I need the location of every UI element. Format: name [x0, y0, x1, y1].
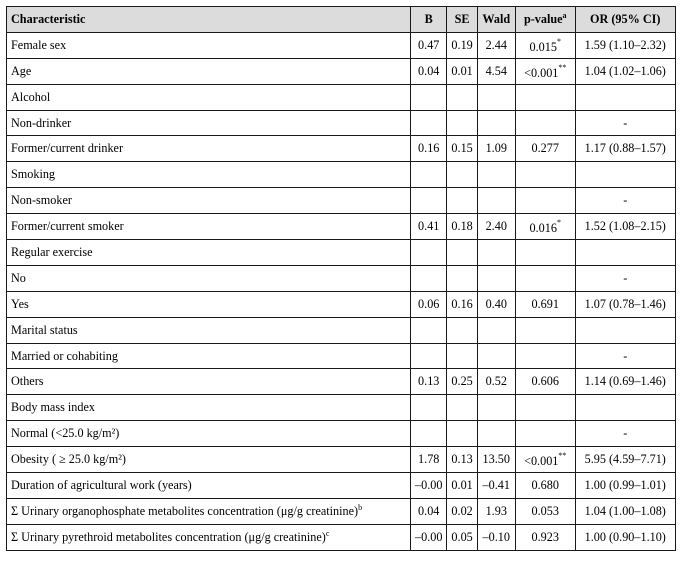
characteristic-label: Regular exercise [11, 244, 93, 259]
cell-or: 1.14 (0.69–1.46) [575, 369, 675, 395]
cell-p-value [515, 188, 575, 214]
cell-p-value [515, 84, 575, 110]
table-header-row [7, 7, 676, 33]
cell-characteristic [7, 291, 411, 317]
table-row [7, 395, 676, 421]
cell-b [411, 84, 447, 110]
cell-characteristic [7, 447, 411, 473]
table-row [7, 32, 676, 58]
cell-or [575, 317, 675, 343]
cell-se [447, 188, 477, 214]
cell-se [447, 110, 477, 136]
cell-se: 0.13 [447, 447, 477, 473]
characteristic-label: Female sex [11, 37, 67, 52]
cell-or: 1.59 (1.10–2.32) [575, 32, 675, 58]
significance-marker: ** [558, 62, 567, 72]
table-row [7, 421, 676, 447]
cell-or: - [575, 188, 675, 214]
cell-se [447, 240, 477, 266]
header-wald: Wald [477, 7, 515, 33]
cell-characteristic [7, 473, 411, 499]
header-p-value-label: p-value [523, 11, 563, 26]
characteristic-label: Smoking [11, 167, 56, 182]
cell-p-value [515, 343, 575, 369]
cell-or: 5.95 (4.59–7.71) [575, 447, 675, 473]
cell-characteristic [7, 265, 411, 291]
characteristic-label: Σ Urinary organophosphate metabolites concentration (μg/g creatinine) [11, 503, 359, 518]
table-row [7, 498, 676, 524]
cell-or: 1.04 (1.00–1.08) [575, 498, 675, 524]
cell-or: 1.00 (0.90–1.10) [575, 524, 675, 550]
cell-b: 0.16 [411, 136, 447, 162]
cell-se [447, 265, 477, 291]
characteristic-label: Duration of agricultural work (years) [11, 477, 192, 492]
cell-wald: 0.52 [477, 369, 515, 395]
cell-p-value [515, 524, 575, 550]
table-row [7, 447, 676, 473]
cell-wald [477, 317, 515, 343]
cell-b: 1.78 [411, 447, 447, 473]
characteristic-label: Obesity ( ≥ 25.0 kg/m²) [11, 452, 126, 467]
cell-se: 0.01 [447, 58, 477, 84]
cell-characteristic [7, 343, 411, 369]
characteristic-label: Marital status [11, 322, 78, 337]
cell-b [411, 343, 447, 369]
cell-b [411, 162, 447, 188]
cell-b: 0.04 [411, 498, 447, 524]
table-row [7, 188, 676, 214]
table-row [7, 317, 676, 343]
cell-b [411, 188, 447, 214]
characteristic-label: Married or cohabiting [11, 348, 118, 363]
cell-or [575, 162, 675, 188]
cell-p-value [515, 32, 575, 58]
table-row [7, 369, 676, 395]
cell-wald [477, 84, 515, 110]
cell-wald: 1.93 [477, 498, 515, 524]
cell-b [411, 421, 447, 447]
p-value-text: 0.053 [531, 503, 559, 518]
p-value-text: <0.001 [524, 454, 559, 469]
cell-b: 0.47 [411, 32, 447, 58]
table-body [7, 32, 676, 550]
cell-characteristic [7, 317, 411, 343]
cell-wald [477, 265, 515, 291]
cell-characteristic [7, 188, 411, 214]
cell-se [447, 84, 477, 110]
cell-p-value [515, 317, 575, 343]
cell-p-value [515, 110, 575, 136]
cell-or: 1.00 (0.99–1.01) [575, 473, 675, 499]
characteristic-footnote: c [325, 528, 330, 538]
regression-table [6, 6, 676, 551]
header-or: OR (95% CI) [575, 7, 675, 33]
cell-b [411, 240, 447, 266]
cell-wald [477, 421, 515, 447]
p-value-text: 0.923 [531, 529, 559, 544]
cell-se: 0.05 [447, 524, 477, 550]
cell-b [411, 265, 447, 291]
cell-se: 0.19 [447, 32, 477, 58]
cell-b: 0.13 [411, 369, 447, 395]
cell-or: 1.04 (1.02–1.06) [575, 58, 675, 84]
cell-b: 0.04 [411, 58, 447, 84]
cell-or [575, 84, 675, 110]
cell-se: 0.15 [447, 136, 477, 162]
table-row [7, 240, 676, 266]
p-value-text: <0.001 [524, 65, 559, 80]
cell-se: 0.18 [447, 214, 477, 240]
cell-b: –0.00 [411, 524, 447, 550]
cell-or [575, 240, 675, 266]
header-se: SE [447, 7, 477, 33]
cell-or [575, 395, 675, 421]
cell-b: 0.06 [411, 291, 447, 317]
cell-wald [477, 110, 515, 136]
table-row [7, 214, 676, 240]
cell-characteristic [7, 369, 411, 395]
cell-b: –0.00 [411, 473, 447, 499]
table-row [7, 110, 676, 136]
table-row [7, 265, 676, 291]
cell-or: - [575, 265, 675, 291]
cell-p-value [515, 214, 575, 240]
cell-p-value [515, 498, 575, 524]
cell-or: - [575, 110, 675, 136]
p-value-text: 0.691 [531, 296, 559, 311]
cell-or: 1.07 (0.78–1.46) [575, 291, 675, 317]
characteristic-label: Σ Urinary pyrethroid metabolites concentration (μg/g creatinine) [11, 529, 326, 544]
cell-p-value [515, 369, 575, 395]
table-row [7, 343, 676, 369]
characteristic-label: Alcohol [11, 89, 51, 104]
cell-or: - [575, 343, 675, 369]
characteristic-label: Former/current drinker [11, 141, 124, 156]
cell-se: 0.16 [447, 291, 477, 317]
cell-or: 1.17 (0.88–1.57) [575, 136, 675, 162]
cell-characteristic [7, 162, 411, 188]
cell-se [447, 317, 477, 343]
p-value-text: 0.277 [531, 141, 559, 156]
table-row [7, 84, 676, 110]
cell-characteristic [7, 136, 411, 162]
cell-se: 0.25 [447, 369, 477, 395]
cell-se [447, 421, 477, 447]
p-value-text: 0.680 [531, 477, 559, 492]
cell-p-value [515, 58, 575, 84]
cell-wald: 2.40 [477, 214, 515, 240]
p-value-text: 0.015 [529, 39, 557, 54]
cell-characteristic [7, 240, 411, 266]
cell-wald: 0.40 [477, 291, 515, 317]
cell-p-value [515, 291, 575, 317]
cell-se [447, 343, 477, 369]
cell-p-value [515, 162, 575, 188]
cell-se [447, 162, 477, 188]
cell-se: 0.02 [447, 498, 477, 524]
cell-b [411, 395, 447, 421]
characteristic-label: Former/current smoker [11, 219, 124, 234]
table-row [7, 162, 676, 188]
cell-characteristic [7, 214, 411, 240]
cell-characteristic [7, 84, 411, 110]
cell-wald: –0.41 [477, 473, 515, 499]
cell-or: - [575, 421, 675, 447]
cell-p-value [515, 240, 575, 266]
table-row [7, 524, 676, 550]
cell-wald [477, 188, 515, 214]
characteristic-label: Normal (<25.0 kg/m²) [11, 426, 120, 441]
cell-or: 1.52 (1.08–2.15) [575, 214, 675, 240]
cell-wald: –0.10 [477, 524, 515, 550]
cell-wald: 2.44 [477, 32, 515, 58]
cell-se: 0.01 [447, 473, 477, 499]
regression-table-container [6, 6, 676, 551]
cell-characteristic [7, 498, 411, 524]
cell-wald [477, 395, 515, 421]
cell-wald: 13.50 [477, 447, 515, 473]
characteristic-label: Yes [11, 296, 29, 311]
significance-marker: ** [558, 451, 567, 461]
characteristic-label: No [11, 270, 26, 285]
cell-p-value [515, 447, 575, 473]
table-row [7, 136, 676, 162]
cell-b [411, 317, 447, 343]
table-row [7, 473, 676, 499]
cell-wald [477, 343, 515, 369]
cell-characteristic [7, 395, 411, 421]
cell-wald: 1.09 [477, 136, 515, 162]
header-p-value [515, 7, 575, 33]
cell-characteristic [7, 32, 411, 58]
cell-wald: 4.54 [477, 58, 515, 84]
table-row [7, 58, 676, 84]
cell-characteristic [7, 110, 411, 136]
significance-marker: * [556, 36, 561, 46]
cell-b [411, 110, 447, 136]
header-characteristic: Characteristic [7, 7, 411, 33]
characteristic-label: Others [11, 374, 44, 389]
cell-characteristic [7, 58, 411, 84]
cell-characteristic [7, 524, 411, 550]
cell-se [447, 395, 477, 421]
header-p-value-footnote: a [562, 10, 567, 20]
characteristic-label: Non-smoker [11, 193, 72, 208]
cell-p-value [515, 265, 575, 291]
header-b: B [411, 7, 447, 33]
cell-wald [477, 240, 515, 266]
cell-p-value [515, 473, 575, 499]
cell-b: 0.41 [411, 214, 447, 240]
characteristic-label: Non-drinker [11, 115, 72, 130]
significance-marker: * [556, 218, 561, 228]
characteristic-label: Body mass index [11, 400, 95, 415]
cell-wald [477, 162, 515, 188]
characteristic-label: Age [11, 63, 32, 78]
cell-p-value [515, 136, 575, 162]
p-value-text: 0.606 [531, 374, 559, 389]
table-row [7, 291, 676, 317]
cell-p-value [515, 395, 575, 421]
characteristic-footnote: b [358, 502, 363, 512]
cell-characteristic [7, 421, 411, 447]
cell-p-value [515, 421, 575, 447]
p-value-text: 0.016 [529, 221, 557, 236]
